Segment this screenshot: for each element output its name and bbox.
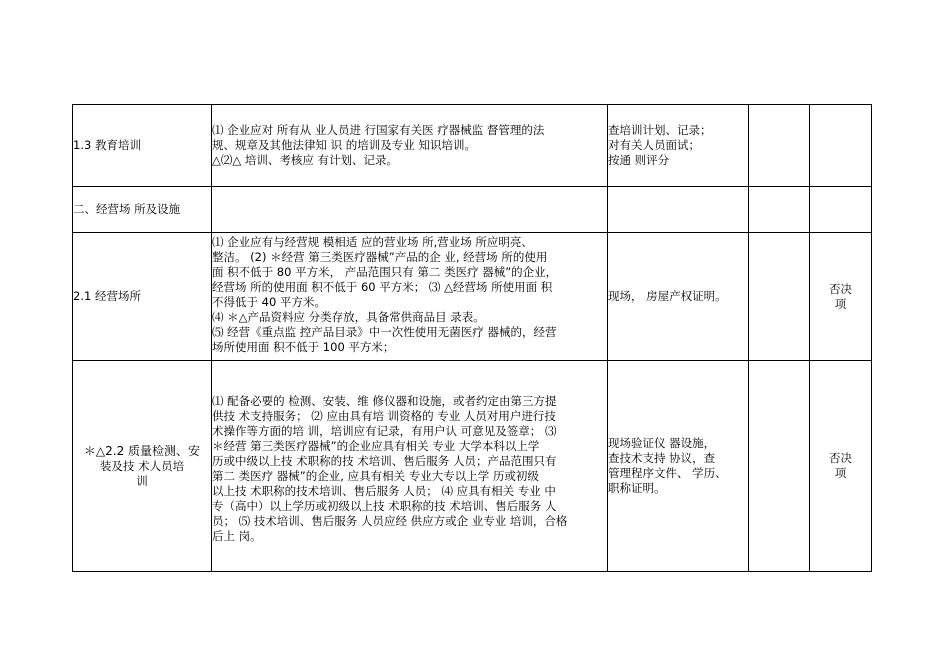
table-row-1-3 <box>73 105 872 187</box>
item-label: 装及技 术人员培 <box>99 458 185 473</box>
requirement-line: 第二 类医疗 器械”的企业, 应具有相关 专业大专以上学 历或初级 <box>212 469 539 483</box>
requirement-cell <box>212 187 608 233</box>
requirement-line: ⑴ 配备必要的 检测、安装、维 修仪器和设施，或者约定由第三方提 <box>212 394 557 408</box>
requirement-line: 术操作等方面的培 训，培训应有记录，有用户认 可意见及签章； ⑶ <box>212 424 557 438</box>
table-row-2-1 <box>73 233 872 361</box>
method-line: 查培训计划、记录； <box>608 123 712 137</box>
requirement-cell <box>212 361 608 572</box>
requirement-line: ⑷ ＊△产品资料应 分类存放，具备常供商品目 录表。 <box>212 310 485 324</box>
requirement-line: 经营场 所的使用面 积不低于 60 平方米； ⑶ △经营场 所使用面 积 <box>212 280 553 294</box>
method-line: 现场验证仪 器设施， <box>608 436 716 450</box>
requirement-line: 供技 术支持服务； ⑵ 应由具有培 训资格的 专业 人员对用户进行技 <box>212 409 556 423</box>
score-cell <box>749 187 810 233</box>
requirement-cell <box>212 233 608 361</box>
requirement-line: ⑴ 企业应对 所有从 业人员进 行国家有关医 疗器械监 督管理的法 <box>212 123 545 137</box>
score-cell <box>749 233 810 361</box>
method-line: 按通 则评分 <box>608 153 670 167</box>
requirement-line: ⑴ 企业应有与经营规 模相适 应的营业场 所,营业场 所应明亮、 <box>212 235 533 249</box>
decision-cell <box>810 187 872 233</box>
table-row-2-2 <box>73 361 872 572</box>
section-heading: 二、经营场 所及设施 <box>73 202 181 216</box>
inspection-table <box>72 104 872 572</box>
requirement-line: 员； ⑸ 技术培训、售后服务 人员应经 供应方或企 业专业 培训，合格 <box>212 514 568 528</box>
item-label: 1.3 教育培训 <box>73 138 141 152</box>
requirement-line: 场所使用面 积不低于 100 平方米； <box>212 340 395 354</box>
requirement-line: 整洁。 (2) ＊经营 第三类医疗器械”产品的企 业, 经营场 所的使用 <box>212 250 548 264</box>
method-cell <box>608 187 749 233</box>
score-cell <box>749 361 810 572</box>
veto-label: 否决 项 <box>829 451 852 480</box>
item-cell <box>73 105 212 187</box>
method-line: 对有关人员面试； <box>608 138 700 152</box>
method-line: 现场， 房屋产权证明。 <box>608 289 727 303</box>
item-cell <box>73 233 212 361</box>
decision-cell <box>810 233 872 361</box>
item-label: ＊△2.2 质量检测、安 <box>83 443 201 458</box>
requirement-line: 以上技 术职称的技术培训、售后服务 人员； ⑷ 应具有相关 专业 中 <box>212 484 556 498</box>
item-cell <box>73 361 212 572</box>
method-line: 职称证明。 <box>608 481 666 495</box>
requirement-line: 历或中级以上技 术职称的技 术培训、售后服务 人员；产品范围只有 <box>212 454 557 468</box>
requirement-line: 规、规章及其他法律知 识 的培训及专业 知识培训。 <box>212 138 476 152</box>
method-line: 查技术支持 协议，查 <box>608 451 716 465</box>
requirement-line: 不得低于 40 平方米。 <box>212 295 326 309</box>
score-cell <box>749 105 810 187</box>
method-cell <box>608 233 749 361</box>
requirement-line: 后上 岗。 <box>212 529 262 543</box>
requirement-line: 专（高中）以上学历或初级以上技 术职称的技 术培训、售后服务 人 <box>212 499 557 513</box>
method-cell <box>608 105 749 187</box>
section-heading-cell <box>73 187 212 233</box>
item-label: 2.1 经营场所 <box>73 289 141 303</box>
decision-cell <box>810 105 872 187</box>
requirement-cell <box>212 105 608 187</box>
requirement-line: ⑸ 经营《重点监 控产品目录》中一次性使用无菌医疗 器械的，经营 <box>212 325 557 339</box>
veto-label: 否决 项 <box>829 281 852 311</box>
requirement-line: 面 积不低于 80 平方米， 产品范围只有 第二 类医疗 器械”的企业， <box>212 265 558 279</box>
table-row-section-2 <box>73 187 872 233</box>
decision-cell <box>810 361 872 572</box>
method-line: 管理程序文件、 学历、 <box>608 466 727 480</box>
requirement-line: ＊经营 第三类医疗器械”的企业应具有相关 专业 大学本科以上学 <box>212 439 540 453</box>
requirement-line: △⑵△ 培训、考核应 有计划、记录。 <box>212 153 398 167</box>
method-cell <box>608 361 749 572</box>
item-label: 训 <box>136 473 148 488</box>
